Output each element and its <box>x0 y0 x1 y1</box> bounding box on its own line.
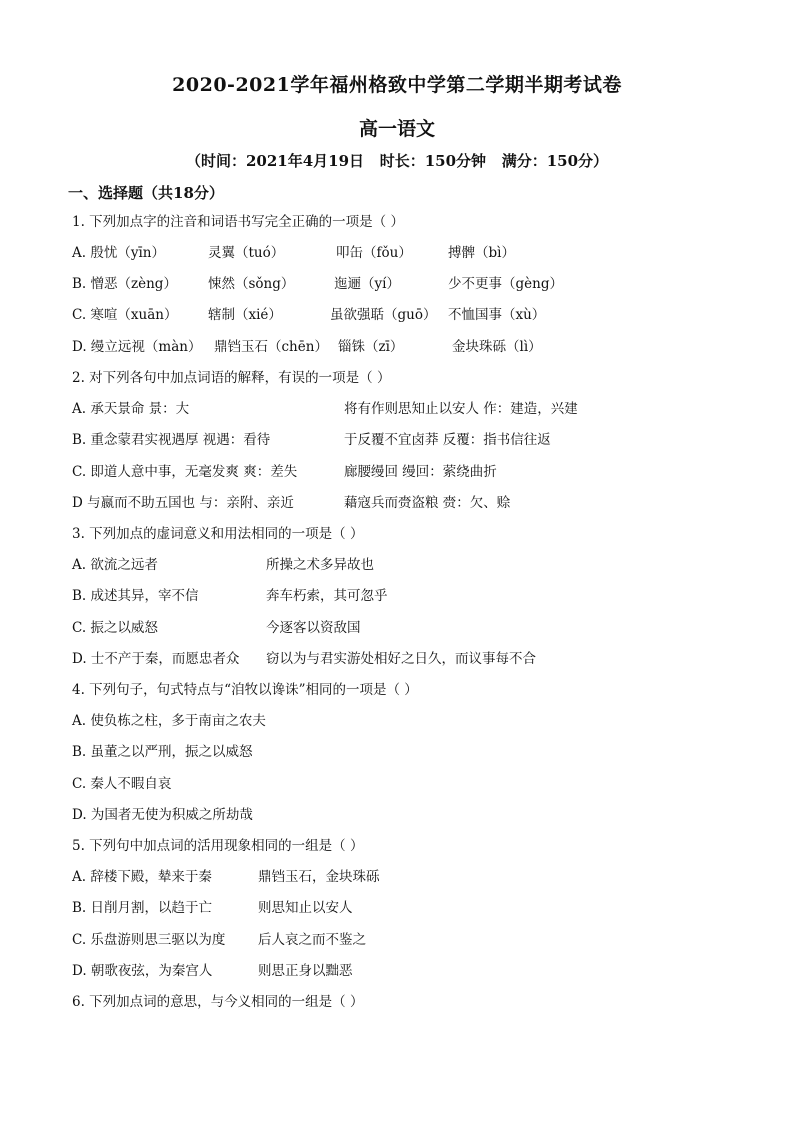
option-cell: A. 使负栋之柱，多于南亩之农夫 <box>72 713 266 729</box>
option-cell: 窃以为与君实游处相好之日久，而议事每不合 <box>266 651 536 667</box>
option-cell: B. 憎恶（zèng） <box>72 276 177 292</box>
option-cell: D. 朝歌夜弦，为秦宫人 <box>72 963 213 979</box>
option-cell: C. 即道人意中事，无毫发爽 爽：差失 <box>72 464 298 480</box>
option-cell: D. 为国者无使为积威之所劫哉 <box>72 807 253 823</box>
option-cell: 不恤国事（xù） <box>448 307 546 323</box>
section-heading: 一、选择题（共18分） <box>68 184 224 202</box>
option-cell: D. 缦立远视（màn） <box>72 339 202 355</box>
option-cell: 搏髀（bì） <box>448 245 515 261</box>
option-cell: B. 日削月割，以趋于亡 <box>72 900 213 916</box>
option-cell: A. 辞楼下殿，辇来于秦 <box>72 869 212 885</box>
option-cell: D. 士不产于秦，而愿忠者众 <box>72 651 240 667</box>
option-cell: 锱铢（zī） <box>338 339 404 355</box>
option-cell: C. 寒喧（xuān） <box>72 307 178 323</box>
option-cell: 所操之术多异故也 <box>266 557 374 573</box>
option-cell: B. 重念蒙君实视遇厚 视遇：看待 <box>72 432 271 448</box>
option-cell: C. 秦人不暇自哀 <box>72 776 172 792</box>
option-cell: 悚然（sǒng） <box>208 276 295 292</box>
option-cell: 少不更事（gèng） <box>448 276 563 292</box>
option-cell: 后人哀之而不鉴之 <box>258 932 366 948</box>
question-stem-6: 6. 下列加点词的意思，与今义相同的一组是（ ） <box>72 994 364 1010</box>
option-cell: 将有作则思知止以安人 作：建造，兴建 <box>344 401 578 417</box>
option-cell: A. 殷忧（yīn） <box>72 245 165 261</box>
option-cell: 今逐客以资敌国 <box>266 620 361 636</box>
option-cell: 金块珠砾（lì） <box>452 339 542 355</box>
exam-subject: 高一语文 <box>358 118 435 140</box>
question-stem-4: 4. 下列句子，句式特点与“洎牧以谗诛”相同的一项是（ ） <box>72 682 418 698</box>
option-cell: C. 振之以威怒 <box>72 620 158 636</box>
question-stem-3: 3. 下列加点的虚词意义和用法相同的一项是（ ） <box>72 526 364 542</box>
exam-info: （时间：2021年4月19日 时长：150分钟 满分：150分） <box>185 152 609 170</box>
option-cell: A. 承天景命 景：大 <box>72 401 190 417</box>
option-cell: 辖制（xié） <box>208 307 282 323</box>
option-cell: 虽欲强聒（guō） <box>330 307 437 323</box>
option-cell: 迤逦（yí） <box>334 276 400 292</box>
option-cell: B. 成述其异，宰不信 <box>72 588 199 604</box>
option-cell: 鼎铛玉石，金块珠砾 <box>258 869 380 885</box>
option-cell: B. 虽董之以严刑，振之以威怒 <box>72 744 253 760</box>
option-cell: 叩缶（fǒu） <box>336 245 412 261</box>
option-cell: 灵翼（tuó） <box>208 245 285 261</box>
option-cell: D 与嬴而不助五国也 与：亲附、亲近 <box>72 495 294 511</box>
option-cell: C. 乐盘游则思三驱以为度 <box>72 932 226 948</box>
exam-title: 2020-2021学年福州格致中学第二学期半期考试卷 <box>172 74 622 96</box>
option-cell: 于反覆不宜卤莽 反覆：指书信往返 <box>344 432 551 448</box>
option-cell: 藉寇兵而赍盗粮 赍：欠、赊 <box>344 495 511 511</box>
option-cell: 廊腰缦回 缦回：萦绕曲折 <box>344 464 497 480</box>
option-cell: 奔车朽索，其可忽乎 <box>266 588 388 604</box>
question-stem-1: 1. 下列加点字的注音和词语书写完全正确的一项是（ ） <box>72 214 404 230</box>
question-stem-5: 5. 下列句中加点词的活用现象相同的一组是（ ） <box>72 838 364 854</box>
option-cell: 则思正身以黜恶 <box>258 963 353 979</box>
option-cell: 则思知止以安人 <box>258 900 353 916</box>
option-cell: 鼎铛玉石（chēn） <box>214 339 328 355</box>
option-cell: A. 欲流之远者 <box>72 557 158 573</box>
question-stem-2: 2. 对下列各句中加点词语的解释，有误的一项是（ ） <box>72 370 391 386</box>
